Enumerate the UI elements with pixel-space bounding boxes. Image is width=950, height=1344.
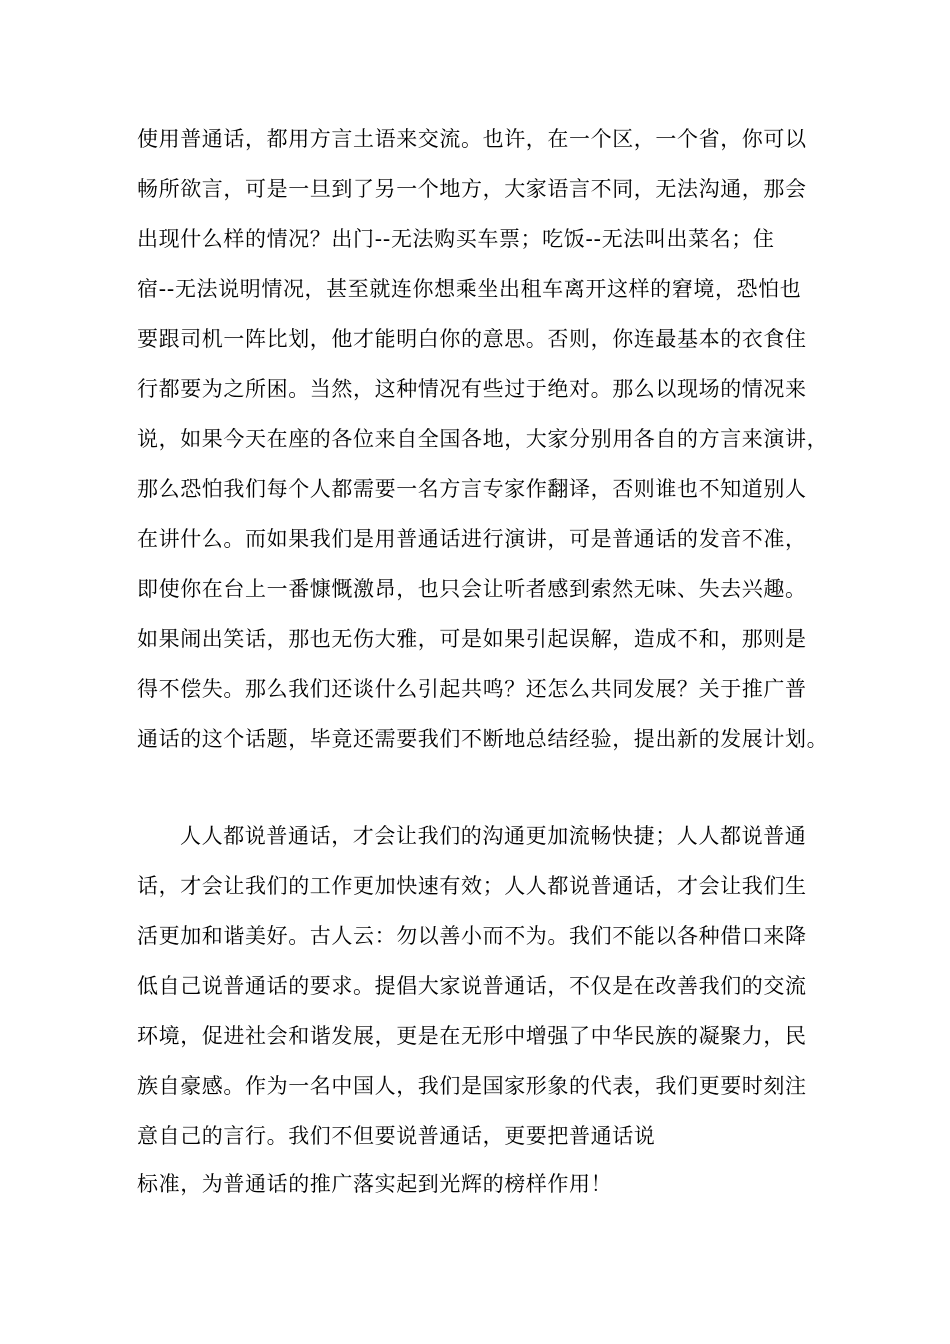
text-line: 在讲什么。而如果我们是用普通话进行演讲，可是普通话的发音不准， (137, 527, 807, 551)
text-line: 环境，促进社会和谐发展，更是在无形中增强了中华民族的凝聚力，民 (137, 1024, 807, 1048)
text-line: 畅所欲言，可是一旦到了另一个地方，大家语言不同，无法沟通，那会 (137, 177, 807, 201)
text-line: 要跟司机一阵比划，他才能明白你的意思。否则，你连最基本的衣食住 (137, 327, 807, 351)
text-line: 人人都说普通话，才会让我们的沟通更加流畅快捷；人人都说普通 (180, 824, 807, 848)
text-line: 即使你在台上一番慷慨激昂，也只会让听者感到索然无味、失去兴趣。 (137, 577, 807, 601)
text-line: 意自己的言行。我们不但要说普通话，更要把普通话说 (137, 1124, 656, 1148)
text-line: 宿--无法说明情况，甚至就连你想乘坐出租车离开这样的窘境，恐怕也 (137, 277, 802, 301)
text-line: 话，才会让我们的工作更加快速有效；人人都说普通话，才会让我们生 (137, 874, 807, 898)
text-line: 行都要为之所困。当然，这种情况有些过于绝对。那么以现场的情况来 (137, 377, 807, 401)
text-line: 族自豪感。作为一名中国人，我们是国家形象的代表，我们更要时刻注 (137, 1074, 807, 1098)
text-line: 活更加和谐美好。古人云：勿以善小而不为。我们不能以各种借口来降 (137, 924, 807, 948)
text-line: 使用普通话，都用方言土语来交流。也许，在一个区，一个省，你可以 (137, 127, 807, 151)
text-line: 标准，为普通话的推广落实起到光辉的榜样作用！ (137, 1172, 613, 1196)
text-line: 那么恐怕我们每个人都需要一名方言专家作翻译，否则谁也不知道别人 (137, 477, 807, 501)
text-line: 出现什么样的情况？出门--无法购买车票；吃饭--无法叫出菜名；住 (137, 227, 775, 251)
text-line: 通话的这个话题，毕竟还需要我们不断地总结经验，提出新的发展计划。 (137, 727, 829, 751)
text-line: 得不偿失。那么我们还谈什么引起共鸣？还怎么共同发展？关于推广普 (137, 677, 807, 701)
text-line: 说，如果今天在座的各位来自全国各地，大家分别用各自的方言来演讲， (137, 427, 829, 451)
text-line: 如果闹出笑话，那也无伤大雅，可是如果引起误解，造成不和，那则是 (137, 627, 807, 651)
text-line: 低自己说普通话的要求。提倡大家说普通话，不仅是在改善我们的交流 (137, 974, 807, 998)
